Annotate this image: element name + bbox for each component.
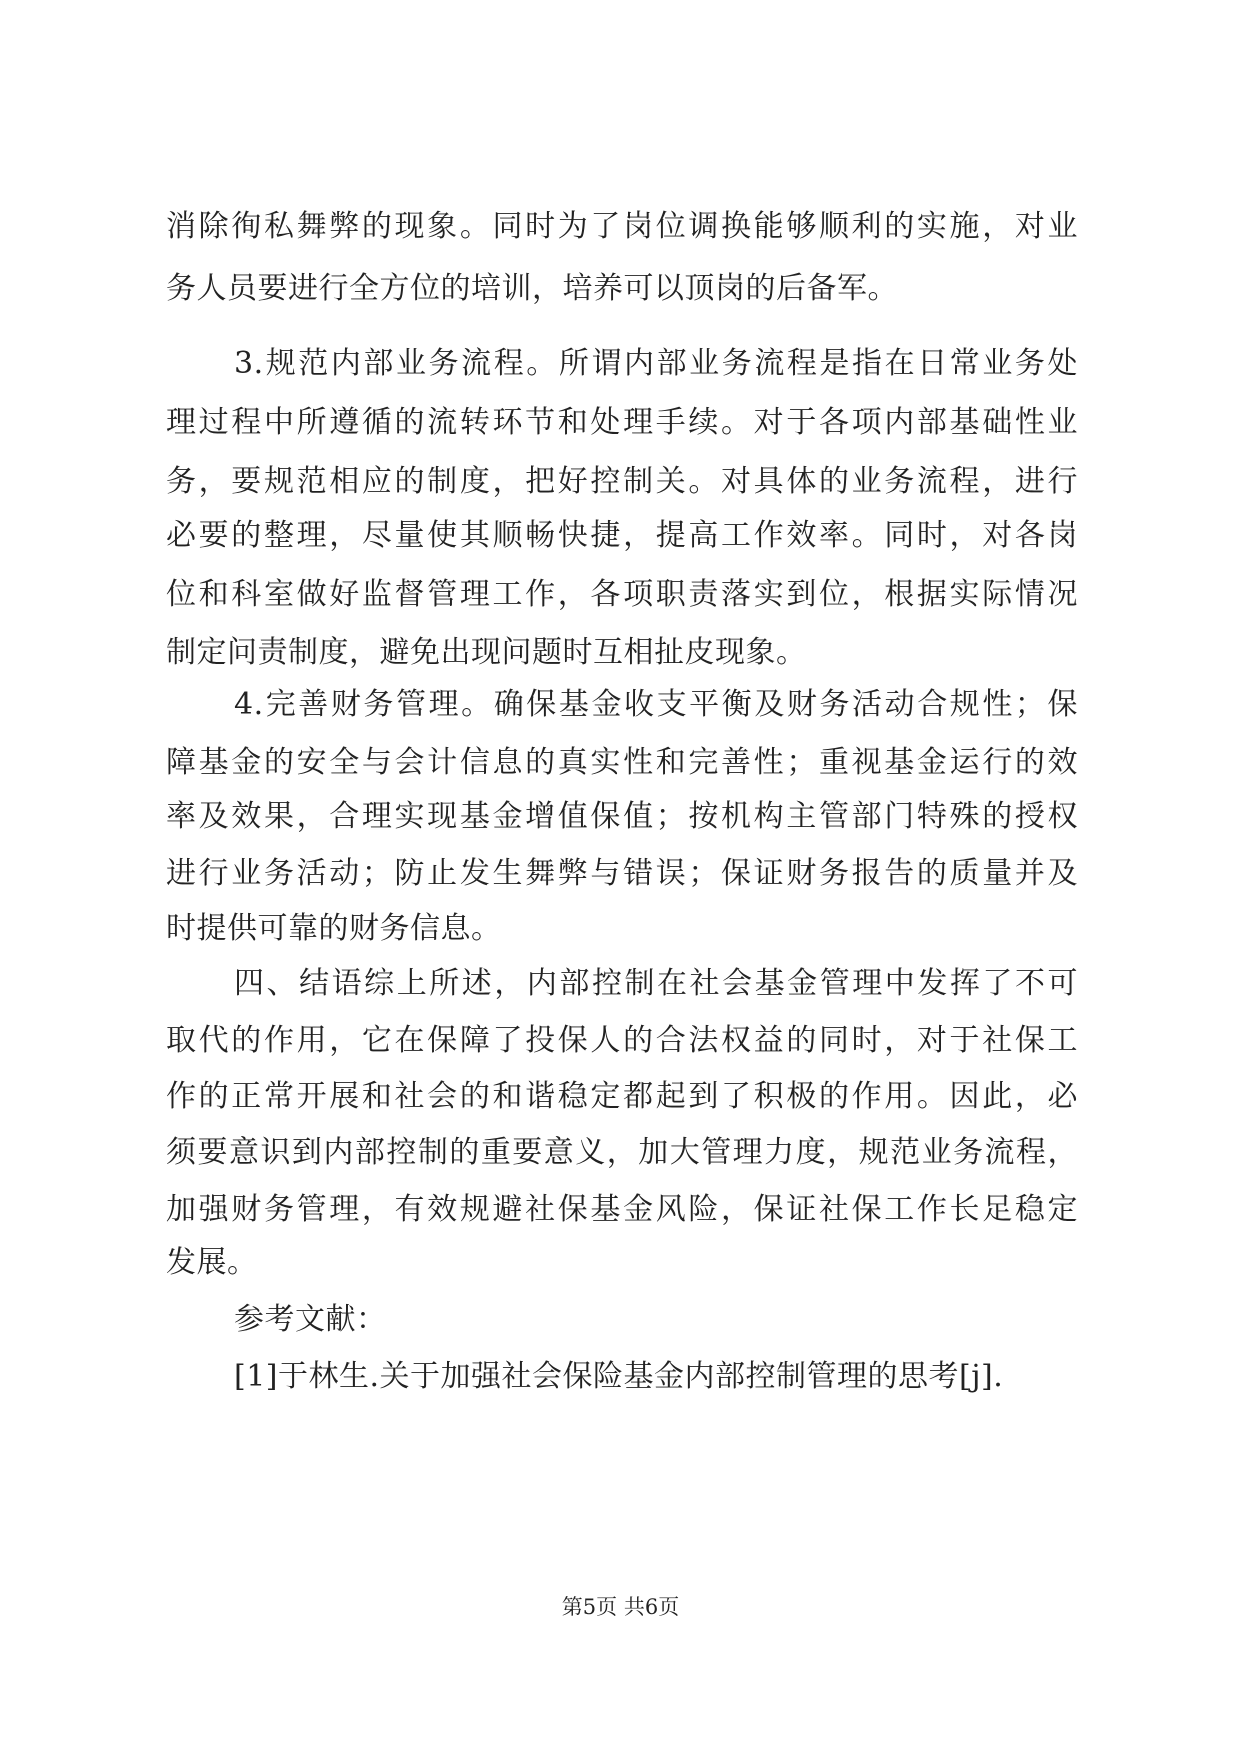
text-line: 3.规范内部业务流程。所谓内部业务流程是指在日常业务处 [234, 346, 1078, 381]
text-line: 务人员要进行全方位的培训，培养可以顶岗的后备军。 [166, 271, 898, 306]
text-line: 4.完善财务管理。确保基金收支平衡及财务活动合规性；保 [234, 687, 1078, 722]
text-line: 务，要规范相应的制度，把好控制关。对具体的业务流程，进行 [166, 464, 1078, 499]
text-line: 进行业务活动；防止发生舞弊与错误；保证财务报告的质量并及 [166, 856, 1078, 891]
text-line: 作的正常开展和社会的和谐稳定都起到了积极的作用。因此，必 [166, 1079, 1078, 1114]
references-heading: 参考文献： [234, 1302, 387, 1337]
text-line: 障基金的安全与会计信息的真实性和完善性；重视基金运行的效 [166, 745, 1078, 780]
text-line: 理过程中所遵循的流转环节和处理手续。对于各项内部基础性业 [166, 405, 1078, 440]
text-line: 制定问责制度，避免出现问题时互相扯皮现象。 [166, 635, 807, 670]
text-line: 必要的整理，尽量使其顺畅快捷，提高工作效率。同时，对各岗 [166, 518, 1078, 553]
text-line: 四、结语综上所述，内部控制在社会基金管理中发挥了不可 [234, 966, 1078, 1001]
text-line: 取代的作用，它在保障了投保人的合法权益的同时，对于社保工 [166, 1023, 1078, 1058]
text-line: 时提供可靠的财务信息。 [166, 911, 502, 946]
page-number-footer: 第5页 共6页 [561, 1595, 680, 1619]
text-line: 率及效果，合理实现基金增值保值；按机构主管部门特殊的授权 [166, 799, 1078, 834]
reference-item: [1]于林生.关于加强社会保险基金内部控制管理的思考[j]. [234, 1359, 1004, 1394]
text-line: 加强财务管理，有效规避社保基金风险，保证社保工作长足稳定 [166, 1192, 1078, 1227]
text-line: 须要意识到内部控制的重要意义，加大管理力度，规范业务流程， [166, 1135, 1078, 1170]
text-line: 发展。 [166, 1245, 258, 1280]
text-line: 消除徇私舞弊的现象。同时为了岗位调换能够顺利的实施，对业 [166, 209, 1078, 244]
text-line: 位和科室做好监督管理工作，各项职责落实到位，根据实际情况 [166, 577, 1078, 612]
